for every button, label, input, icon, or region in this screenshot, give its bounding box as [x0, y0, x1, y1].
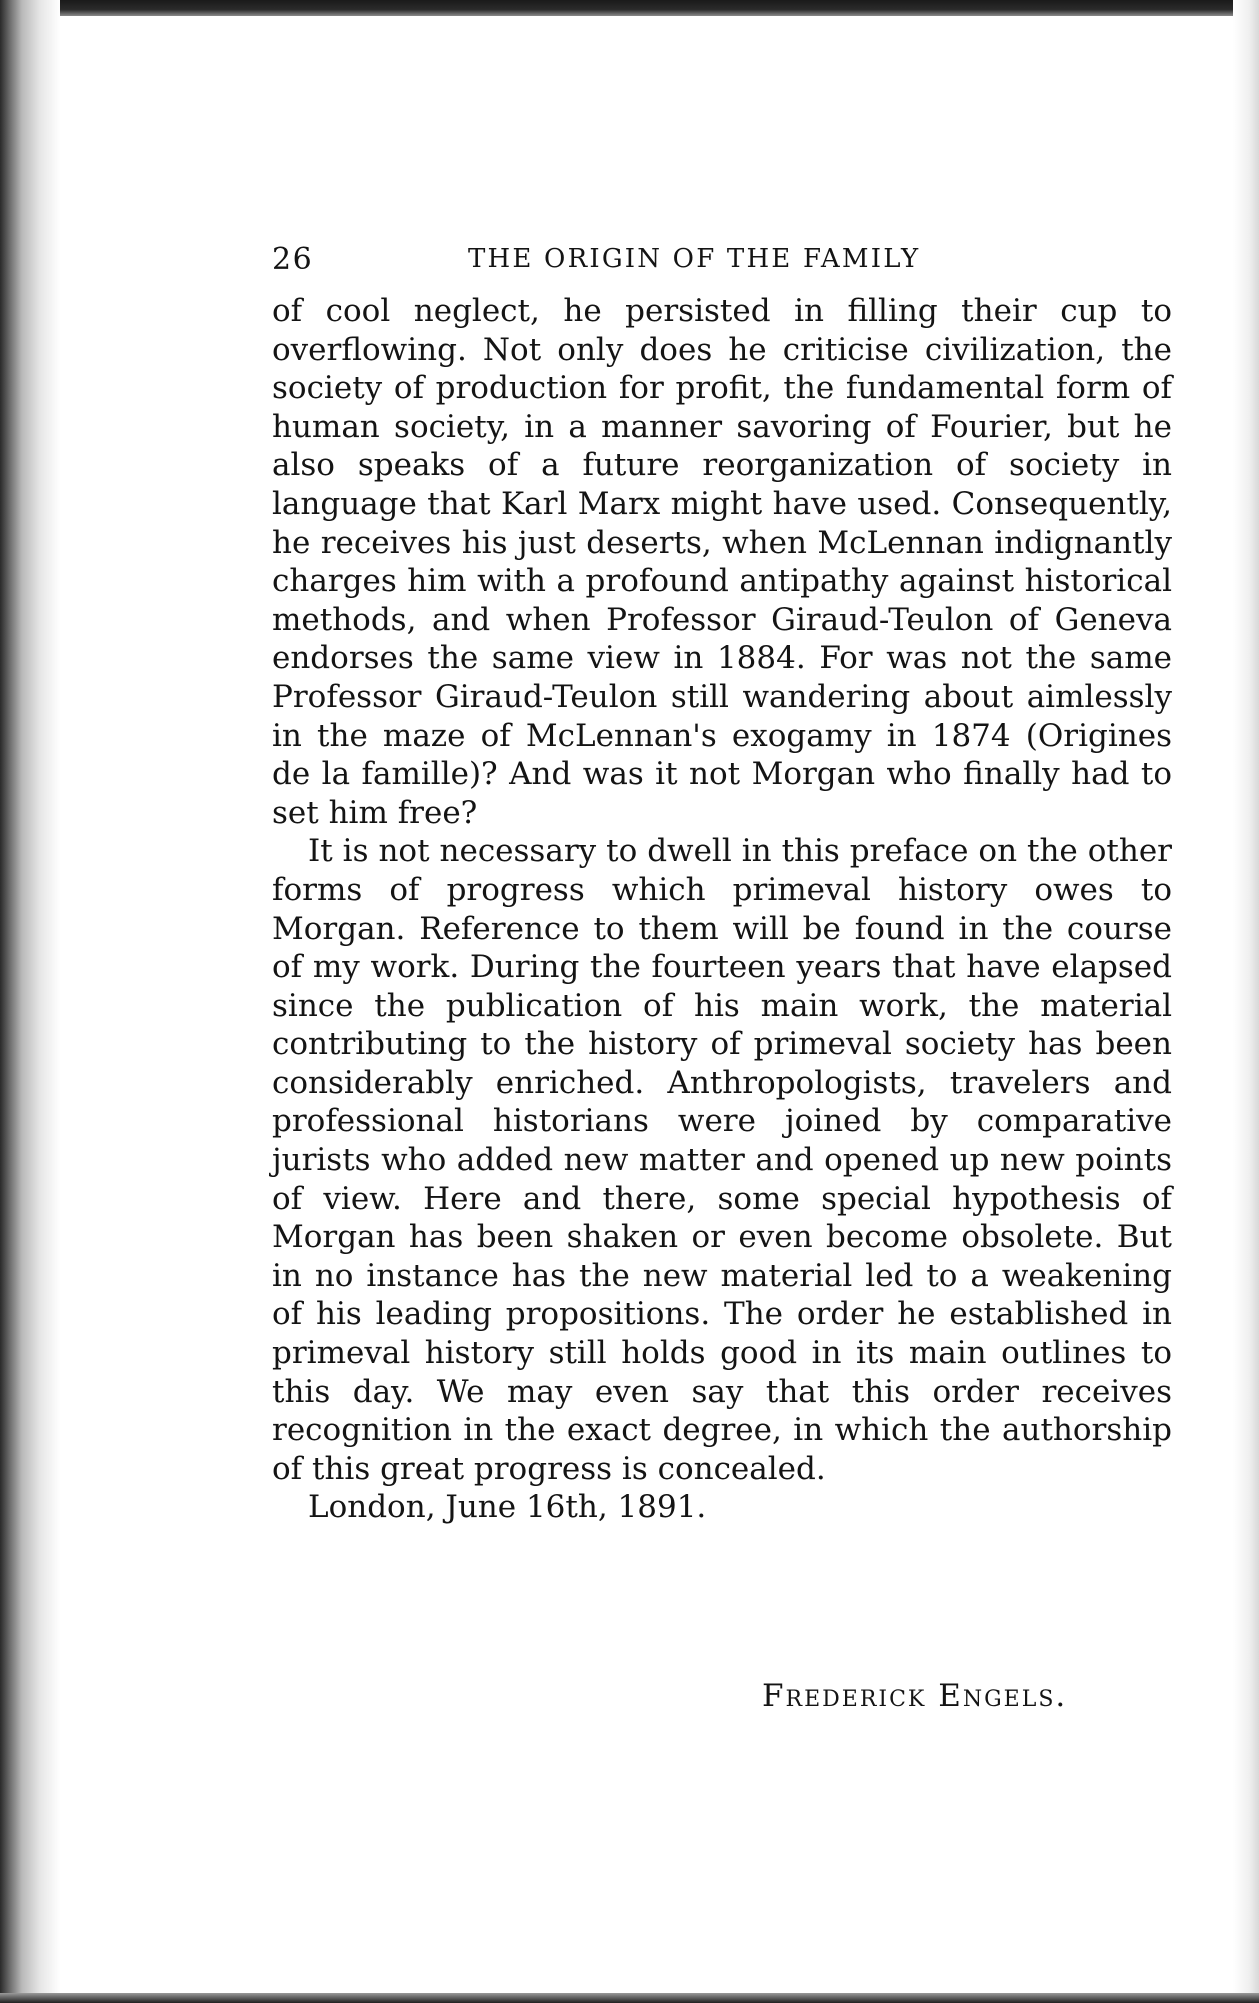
paragraph-continued: of cool neglect, he persisted in filling their cup to overflowing. Not only does he criticise civilization, the society of production for profit, the fundamental form of human society, in a manner savoring of Fourier, but he also speaks of a future reorganization of society in language that Karl Marx might have used. Consequently, he receives his just deserts, when McLennan indignantly charges him with a profound antipathy against historical methods, and when Professor Giraud-Teulon of Geneva endorses the same view in 1884. For was not the same Professor Giraud-Teulon still wandering about aimlessly in the maze of McLennan's exogamy in 1874 (Origines de la famille)? And was it not Morgan who finally had to set him free?: [272, 293, 1172, 831]
page-number: 26: [272, 242, 314, 277]
running-head: [272, 232, 1172, 292]
book-page: [272, 232, 1172, 1714]
scan-right-edge: [1233, 0, 1259, 2003]
running-title: THE ORIGIN OF THE FAMILY: [468, 244, 921, 274]
signature: Frederick Engels.: [762, 1678, 1068, 1714]
scan-binding-edge: [0, 0, 60, 2003]
scan-top-edge: [0, 0, 1259, 16]
dateline: London, June 16th, 1891.: [308, 1489, 707, 1526]
paragraph-morgan-progress: It is not necessary to dwell in this preface on the other forms of progress which primeval history owes to Morgan. Reference to them will be found in the course of my work. During the fourteen years that have elapsed since the publication of his main work, the material contributing to the history of primeval society has been considerably enriched. Anthropologists, travelers and professional historians were joined by comparative jurists who added new matter and opened up new points of view. Here and there, some special hypothesis of Morgan has been shaken or even become obsolete. But in no instance has the new material led to a weakening of his leading propositions. The order he established in primeval history still holds good in its main outlines to this day. We may even say that this order receives recognition in the exact degree, in which the authorship of this great progress is concealed.: [272, 833, 1172, 1487]
scan-bottom-edge: [0, 1993, 1259, 2003]
